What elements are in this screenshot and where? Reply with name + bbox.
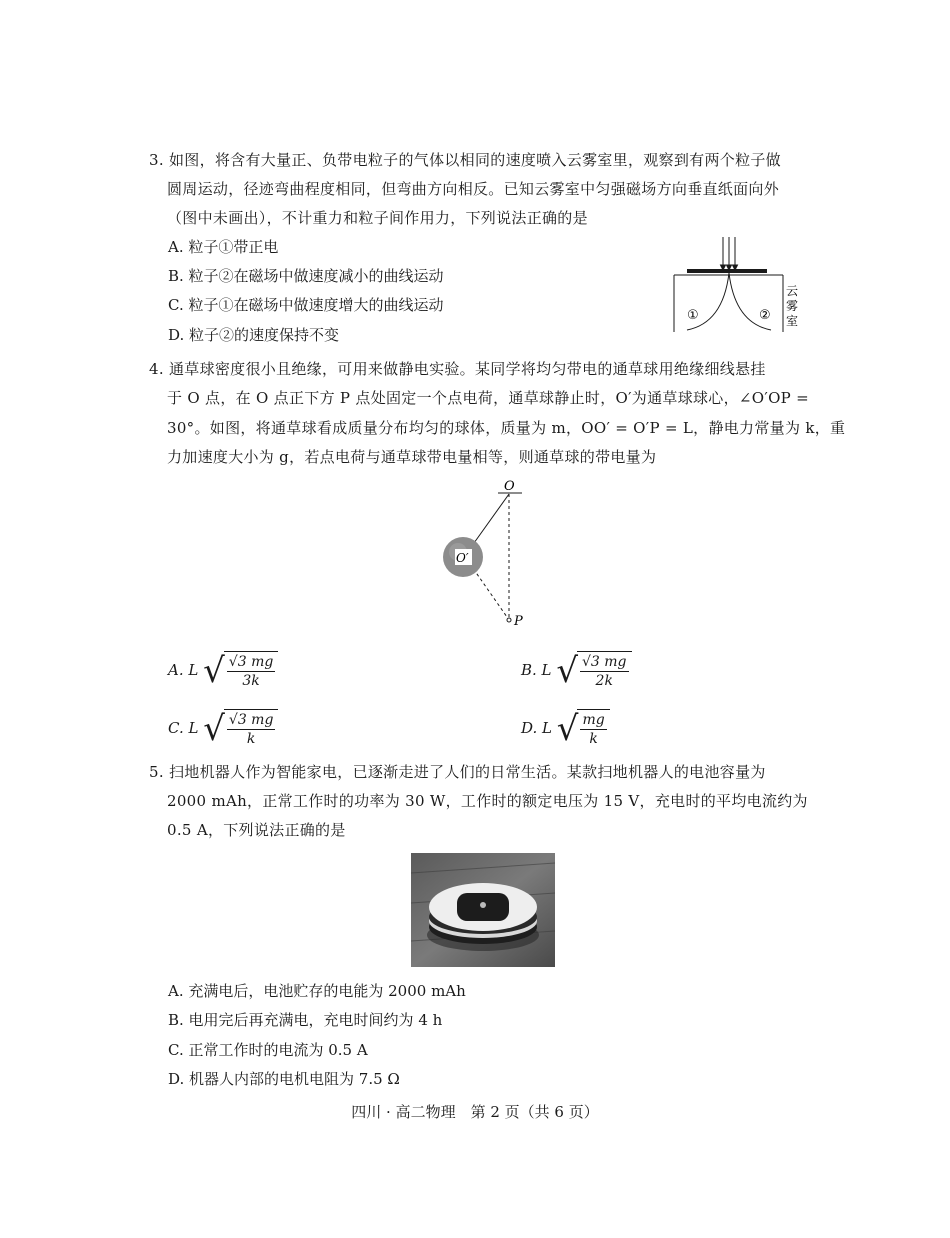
q4-option-c-prefix: C. L — [168, 719, 199, 737]
q3-option-d: D. 粒子②的速度保持不变 — [168, 326, 340, 344]
page-footer: 四川 · 高二物理 第 2 页（共 6 页） — [351, 1103, 599, 1121]
pith-ball-figure — [430, 478, 540, 633]
particle-beam-arrows — [721, 237, 738, 270]
q4-stem-line-4: 力加速度大小为 g，若点电荷与通草球带电量相等，则通草球的带电量为 — [167, 448, 657, 466]
cloud-chamber-figure — [665, 235, 805, 335]
robot-button — [480, 902, 486, 908]
q5-stem-line-2: 2000 mAh，正常工作时的功率为 30 W，工作时的额定电压为 15 V，充电时的平均电流约为 — [167, 792, 808, 810]
q4-option-a-denominator: 3k — [242, 673, 260, 689]
q5-option-d: D. 机器人内部的电机电阻为 7.5 Ω — [168, 1070, 400, 1088]
q4-option-b: B. L √ $\frac{√3 mg}{2k}$ — [521, 651, 632, 691]
q4-option-a-prefix: A. L — [168, 661, 199, 679]
q3-option-b: B. 粒子②在磁场中做速度减小的曲线运动 — [168, 267, 444, 285]
q5-option-c: C. 正常工作时的电流为 0.5 A — [168, 1041, 368, 1059]
chamber-walls — [674, 275, 783, 332]
q4-option-d-denominator: k — [589, 731, 598, 747]
chamber-label-3: 室 — [786, 314, 799, 328]
q4-option-c-denominator: k — [246, 731, 256, 747]
q3-option-c: C. 粒子①在磁场中做速度增大的曲线运动 — [168, 296, 444, 314]
q4-option-b-numerator: √3 mg — [581, 654, 627, 670]
q3-option-a: A. 粒子①带正电 — [168, 238, 279, 256]
q4-option-d: D. L √ $\frac{mg}{k}$ — [521, 709, 610, 749]
label-p: P — [514, 614, 523, 629]
q5-option-a: A. 充满电后，电池贮存的电能为 2000 mAh — [168, 982, 466, 1000]
label-particle-2: ② — [759, 308, 771, 323]
chamber-label-2: 雾 — [786, 299, 799, 313]
q4-option-a-numerator: √3 mg — [228, 654, 274, 670]
q4-option-d-numerator: mg — [582, 712, 605, 728]
chamber-label-1: 云 — [786, 284, 799, 298]
q4-option-b-denominator: 2k — [595, 673, 613, 689]
q4-option-b-prefix: B. L — [521, 661, 552, 679]
label-particle-1: ① — [687, 308, 699, 323]
q5-stem-line-3: 0.5 A，下列说法正确的是 — [167, 821, 346, 839]
robot-vacuum-photo — [411, 853, 555, 967]
injection-plate — [687, 269, 767, 273]
q3-stem-line-3: （图中未画出），不计重力和粒子间作用力，下列说法正确的是 — [167, 209, 588, 227]
q4-option-a: A. L √ $\frac{√3 mg}{3k}$ — [168, 651, 278, 691]
q5-option-b: B. 电用完后再充满电，充电时间约为 4 h — [168, 1011, 443, 1029]
q4-option-c: C. L √ $\frac{√3 mg}{k}$ — [168, 709, 278, 749]
q3-stem-line-1: 3. 如图，将含有大量正、负带电粒子的气体以相同的速度喷入云雾室里，观察到有两个粒子做 — [149, 151, 781, 169]
q4-stem-line-3: 30°。如图，将通草球看成质量分布均匀的球体，质量为 m，OO′ = O′P = L，静电力常量为 k，重 — [167, 419, 846, 437]
point-charge-p — [507, 618, 511, 622]
string-line — [474, 494, 509, 543]
label-o: O — [504, 479, 515, 494]
q4-stem-line-2: 于 O 点，在 O 点正下方 P 点处固定一个点电荷，通草球静止时，O′为通草球球心，∠O′OP = — [167, 389, 809, 407]
label-o-prime: O′ — [456, 551, 469, 565]
q4-option-c-numerator: √3 mg — [228, 712, 274, 728]
q4-stem-line-1: 4. 通草球密度很小且绝缘，可用来做静电实验。某同学将均匀带电的通草球用绝缘细线悬挂 — [149, 360, 766, 378]
q3-stem-line-2: 圆周运动，径迹弯曲程度相同，但弯曲方向相反。已知云雾室中匀强磁场方向垂直纸面向外 — [167, 180, 780, 198]
q5-stem-line-1: 5. 扫地机器人作为智能家电，已逐渐走进了人们的日常生活。某款扫地机器人的电池容量为 — [149, 763, 766, 781]
q4-option-d-prefix: D. L — [521, 719, 552, 737]
